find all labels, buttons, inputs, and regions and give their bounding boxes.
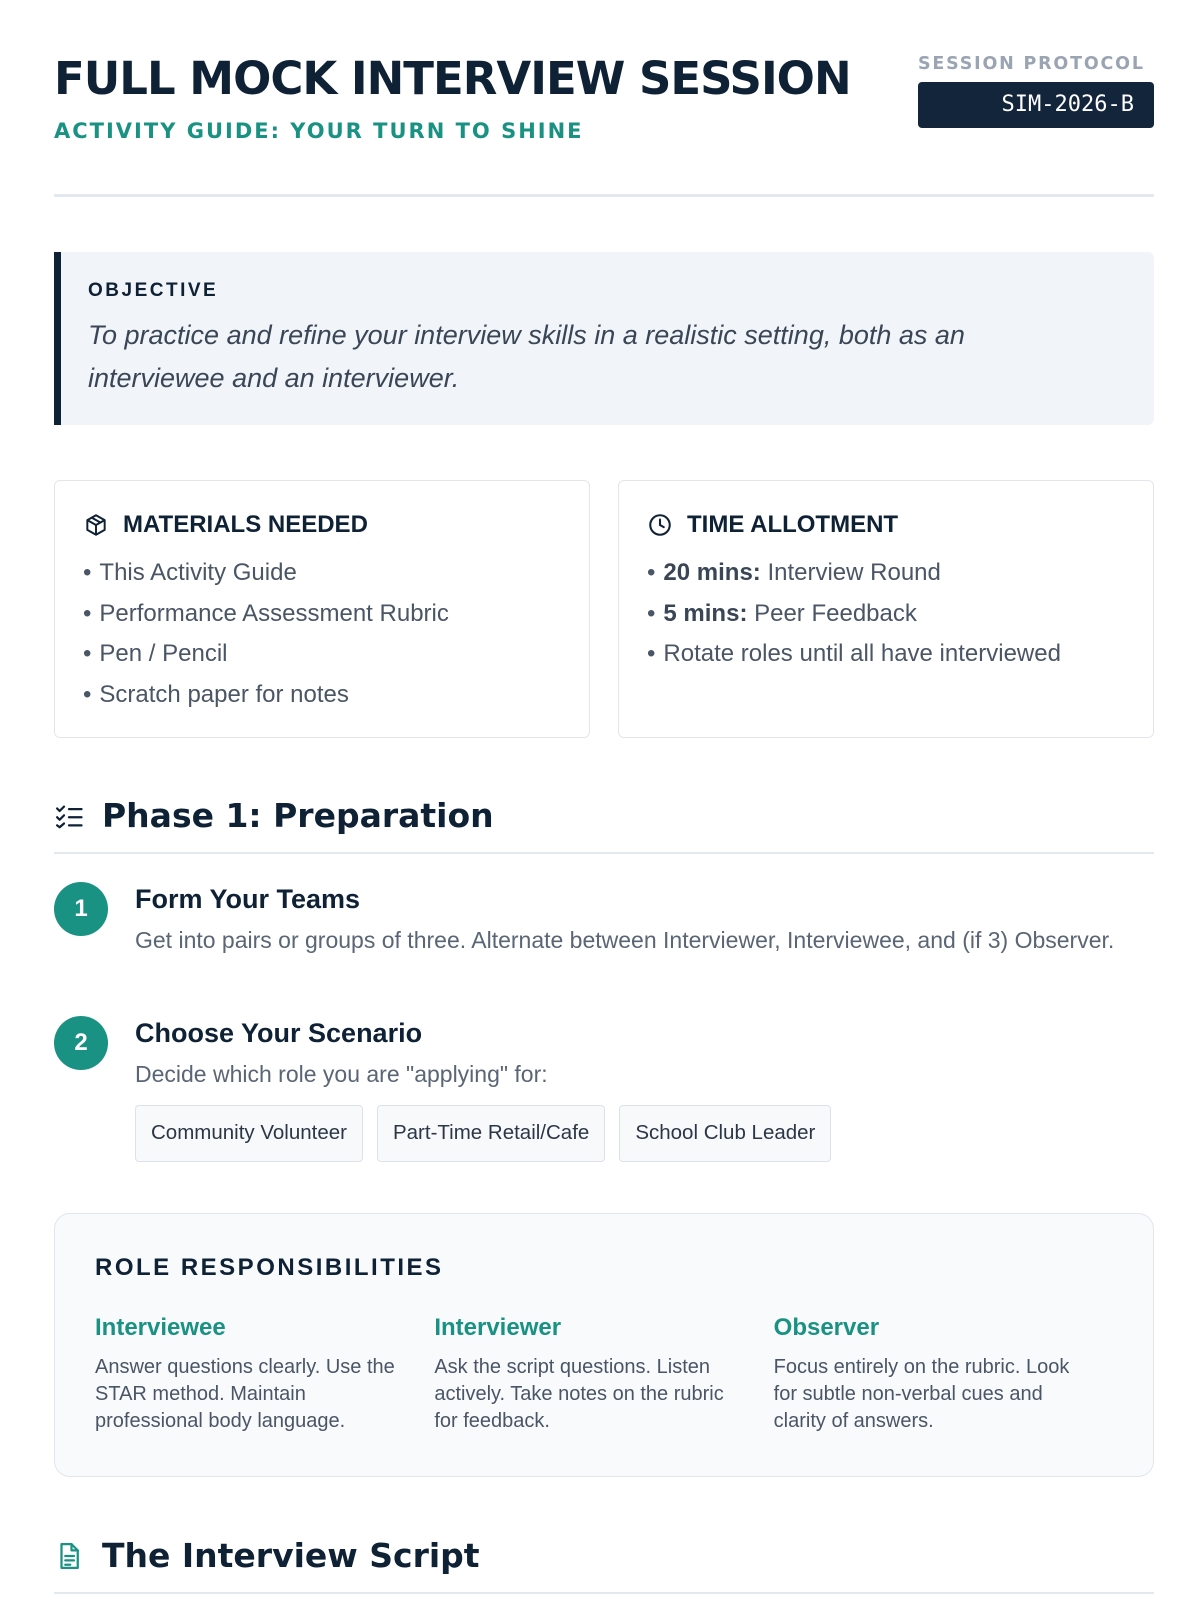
role-name: Observer xyxy=(773,1314,880,1341)
step-title: Form Your Teams xyxy=(135,884,361,914)
scenario-chip-part-time-retail[interactable]: Part-Time Retail/Cafe xyxy=(377,1105,605,1162)
role-description: Answer questions clearly. Use the STAR method. Maintain professional body language. xyxy=(95,1356,395,1432)
role-description: Ask the script questions. Listen actively. Take notes on the rubric for feedback. xyxy=(434,1356,724,1432)
objective-text: To practice and refine your interview skills in a realistic setting, both as an interviewee and an interviewer. xyxy=(88,320,965,393)
objective-label: OBJECTIVE xyxy=(88,280,219,301)
time-title: TIME ALLOTMENT xyxy=(687,511,899,538)
scenario-chip-community-volunteer[interactable]: Community Volunteer xyxy=(135,1105,363,1162)
protocol-code-badge: SIM-2026-B xyxy=(918,82,1154,128)
objective-box xyxy=(54,252,1154,425)
step-description: Get into pairs or groups of three. Alternate between Interviewer, Interviewee, and (if 3) Observer. xyxy=(135,927,1115,953)
materials-title: MATERIALS NEEDED xyxy=(123,511,368,538)
list-item: • Performance Assessment Rubric xyxy=(83,594,561,635)
list-item xyxy=(647,634,1125,675)
list-item: • Pen / Pencil xyxy=(83,634,561,675)
script-heading xyxy=(54,1536,1154,1575)
phase1-heading xyxy=(54,796,1154,835)
checklist-icon xyxy=(54,801,84,831)
role-observer xyxy=(774,1314,1113,1435)
step-description: Decide which role you are "applying" for: xyxy=(135,1061,548,1087)
script-title: The Interview Script xyxy=(102,1536,480,1575)
package-icon xyxy=(83,512,109,538)
step-number-badge: 2 xyxy=(54,1016,108,1070)
materials-card xyxy=(54,480,590,738)
header-divider xyxy=(54,194,1154,197)
time-amount: 5 mins: xyxy=(663,599,748,627)
script-divider xyxy=(54,1592,1154,1594)
phase1-title: Phase 1: Preparation xyxy=(102,796,494,835)
time-list xyxy=(647,553,1125,675)
list-item: • Scratch paper for notes xyxy=(83,675,561,716)
role-interviewee xyxy=(95,1314,434,1435)
phase1-divider xyxy=(54,852,1154,854)
clock-icon xyxy=(647,512,673,538)
time-card xyxy=(618,480,1154,738)
document-icon xyxy=(54,1541,84,1571)
session-protocol xyxy=(918,54,1154,128)
role-responsibilities-box xyxy=(54,1213,1154,1477)
role-description: Focus entirely on the rubric. Look for subtle non-verbal cues and clarity of answers. xyxy=(773,1356,1070,1432)
time-activity: Rotate roles until all have interviewed xyxy=(663,640,1061,667)
roles-title: ROLE RESPONSIBILITIES xyxy=(95,1254,444,1281)
time-activity: Interview Round xyxy=(760,559,941,586)
time-activity: Peer Feedback xyxy=(747,599,917,627)
materials-list xyxy=(83,553,561,715)
step-title: Choose Your Scenario xyxy=(135,1018,423,1048)
list-item xyxy=(647,553,1125,594)
list-item xyxy=(647,594,1125,635)
page-subtitle: ACTIVITY GUIDE: YOUR TURN TO SHINE xyxy=(54,119,584,143)
header xyxy=(54,52,1154,152)
step-number-badge: 1 xyxy=(54,882,108,936)
scenario-options xyxy=(135,1105,1135,1162)
role-interviewer xyxy=(434,1314,773,1435)
list-item: • This Activity Guide xyxy=(83,553,561,594)
scenario-chip-school-club-leader[interactable]: School Club Leader xyxy=(619,1105,831,1162)
role-name: Interviewee xyxy=(95,1314,226,1341)
role-name: Interviewer xyxy=(434,1314,562,1341)
time-amount: 20 mins: xyxy=(663,559,761,586)
page-title: FULL MOCK INTERVIEW SESSION xyxy=(54,52,851,105)
protocol-label: SESSION PROTOCOL xyxy=(918,54,1145,74)
